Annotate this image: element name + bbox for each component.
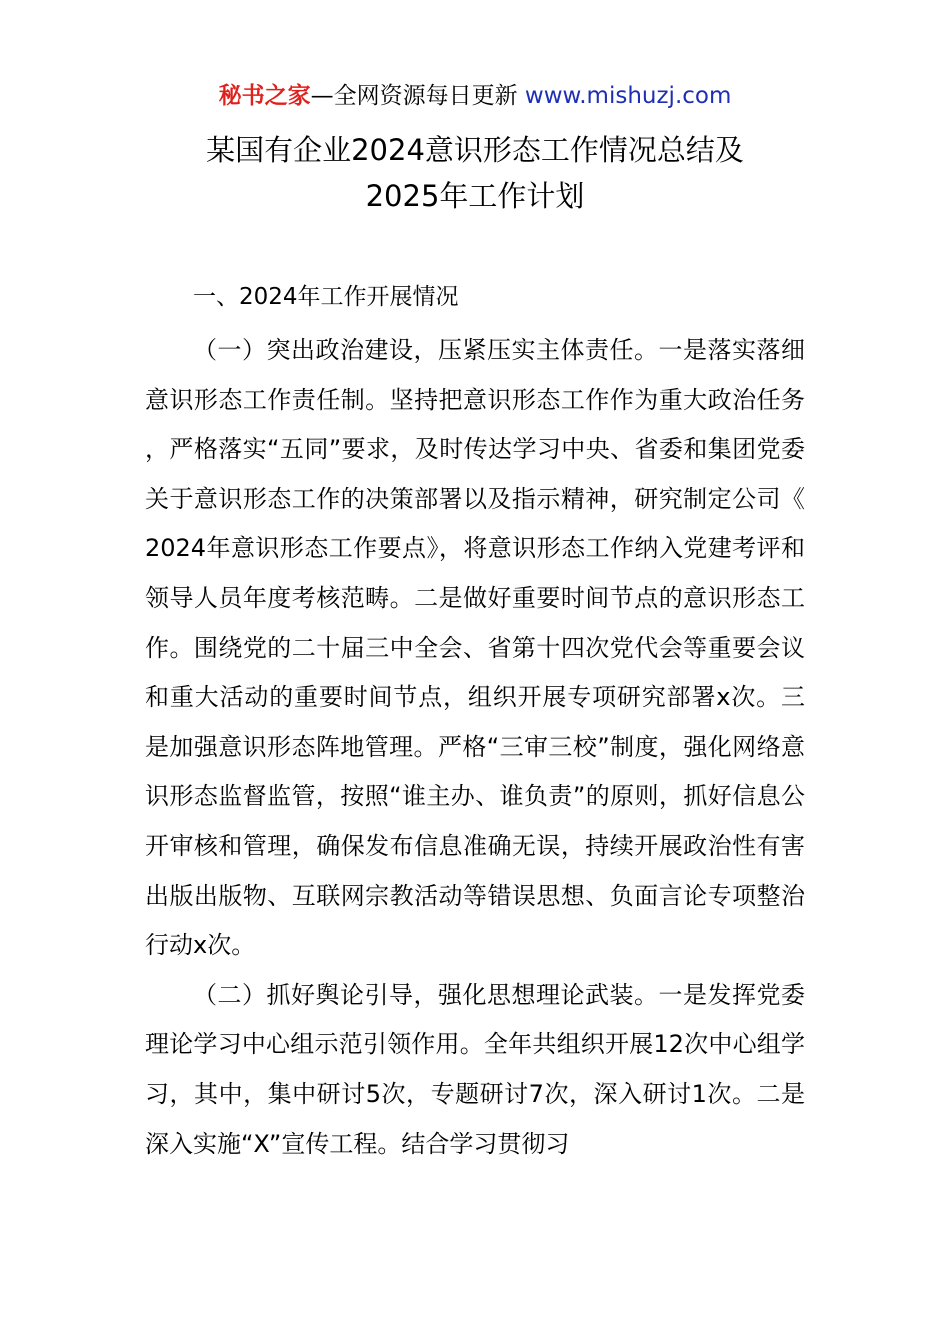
document-title-line-1: 某国有企业2024意识形态工作情况总结及	[206, 133, 744, 167]
site-url-link[interactable]: www.mishuzj.com	[524, 83, 732, 109]
body-paragraph-1: （一）突出政治建设，压紧压实主体责任。一是落实落细意识形态工作责任制。坚持把意识形态工作作为重大政治任务，严格落实“五同”要求，及时传达学习中央、省委和集团党委关于意识形态工作的决策部署以及指示精神，研究制定公司《2024年意识形态工作要点》，将意识形态工作纳入党建考评和领导人员年度考核范畴。二是做好重要时间节点的意识形态工作。围绕党的二十届三中全会、省第十四次党代会等重要会议和重大活动的重要时间节点，组织开展专项研究部署x次。三是加强意识形态阵地管理。严格“三审三校”制度，强化网络意识形态监督监管，按照“谁主办、谁负责”的原则，抓好信息公开审核和管理，确保发布信息准确无误，持续开展政治性有害出版出版物、互联网宗教活动等错误思想、负面言论专项整治行动x次。	[145, 336, 805, 960]
site-brand: 秘书之家	[218, 83, 311, 109]
section-heading: 一、2024年工作开展情况	[193, 284, 459, 310]
site-slogan: —全网资源每日更新	[310, 83, 518, 109]
document-title-line-2: 2025年工作计划	[365, 179, 585, 213]
site-header	[0, 80, 950, 112]
document-body	[145, 278, 805, 1169]
body-paragraph-2: （二）抓好舆论引导，强化思想理论武装。一是发挥党委理论学习中心组示范引领作用。全年共组织开展12次中心组学习，其中，集中研讨5次，专题研讨7次，深入研讨1次。二是深入实施“X”宣传工程。结合学习贯彻习	[145, 980, 805, 1158]
